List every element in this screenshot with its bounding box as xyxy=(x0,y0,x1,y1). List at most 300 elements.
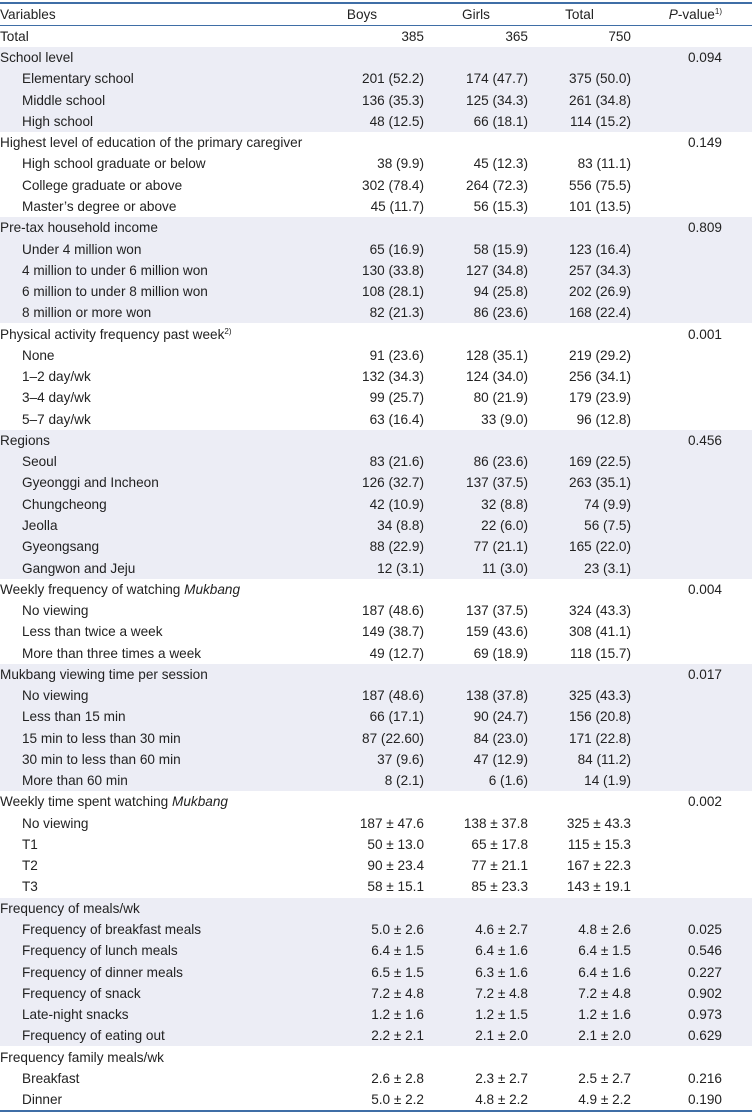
table-header-row xyxy=(0,3,752,26)
group-label-text: Highest level of education of the primary caregiver xyxy=(0,135,303,151)
boys-cell: 65 (16.9) xyxy=(369,241,424,257)
girls-cell: 80 (21.9) xyxy=(473,390,528,406)
total-cell: 168 (22.4) xyxy=(569,305,631,321)
girls-cell: 159 (43.6) xyxy=(466,624,528,640)
p-value-cell: 0.190 xyxy=(687,1092,722,1108)
girls-cell: 6.4 ± 1.6 xyxy=(475,943,528,959)
table-row xyxy=(0,749,752,770)
group-label xyxy=(0,791,300,812)
girls-cell xyxy=(424,1046,528,1067)
group-label xyxy=(0,132,303,153)
group-label-text: Mukbang viewing time per session xyxy=(0,666,208,682)
p-value-cell xyxy=(631,26,752,48)
group-label xyxy=(0,47,300,68)
girls-cell: 138 ± 37.8 xyxy=(463,815,528,831)
p-value-cell xyxy=(631,409,752,430)
boys-cell xyxy=(300,1046,424,1067)
row-label: Middle school xyxy=(22,92,106,108)
boys-cell: 42 (10.9) xyxy=(369,496,424,512)
p-value-cell: 0.094 xyxy=(687,50,722,66)
p-value-cell: 0.973 xyxy=(687,1007,722,1023)
group-label-italic: Mukbang xyxy=(184,581,241,597)
girls-cell: 84 (23.0) xyxy=(473,730,528,746)
row-label: Master’s degree or above xyxy=(22,198,177,214)
total-cell: 7.2 ± 4.8 xyxy=(578,985,631,1001)
group-label-text: Regions xyxy=(0,432,50,448)
table-row xyxy=(0,345,752,366)
total-cell: 83 (11.1) xyxy=(577,156,631,172)
total-cell: 143 ± 19.1 xyxy=(566,879,631,895)
row-label: No viewing xyxy=(22,815,89,831)
boys-cell: 66 (17.1) xyxy=(369,709,424,725)
p-value-cell: 0.629 xyxy=(687,1028,722,1044)
boys-cell: 5.0 ± 2.6 xyxy=(371,922,424,938)
girls-cell: 22 (6.0) xyxy=(481,517,528,533)
p-value-cell: 0.017 xyxy=(687,666,722,682)
boys-cell: 130 (33.8) xyxy=(362,262,424,278)
header-boys: Boys xyxy=(346,7,378,22)
boys-cell xyxy=(300,791,424,812)
p-value-cell xyxy=(631,642,752,663)
boys-cell: 149 (38.7) xyxy=(362,624,424,640)
boys-cell: 34 (8.8) xyxy=(377,517,424,533)
total-cell: 74 (9.9) xyxy=(584,496,631,512)
row-label: No viewing xyxy=(22,688,89,704)
total-cell: 261 (34.8) xyxy=(569,92,631,108)
boys-cell: 88 (22.9) xyxy=(369,539,424,555)
row-label: Jeolla xyxy=(22,517,58,533)
row-label: College graduate or above xyxy=(22,177,183,193)
girls-cell xyxy=(424,132,528,153)
p-value-cell xyxy=(631,281,752,302)
group-label-italic: Mukbang xyxy=(172,794,228,810)
boys-cell: 2.6 ± 2.8 xyxy=(371,1070,424,1086)
boys-cell xyxy=(300,323,424,344)
row-label: Under 4 million won xyxy=(22,241,142,257)
girls-cell: 90 (24.7) xyxy=(473,709,528,725)
table-row xyxy=(0,940,752,961)
boys-cell: 187 ± 47.6 xyxy=(359,815,424,831)
boys-cell: 187 (48.6) xyxy=(362,688,424,704)
p-value-cell: 0.002 xyxy=(687,794,722,810)
group-label xyxy=(0,323,300,344)
p-value-cell xyxy=(631,111,752,132)
p-value-cell xyxy=(631,1046,752,1067)
total-cell: 114 (15.2) xyxy=(570,113,631,129)
girls-cell: 6.3 ± 1.6 xyxy=(475,964,528,980)
row-label: Frequency of lunch meals xyxy=(22,943,178,959)
p-value-cell xyxy=(631,898,752,919)
boys-cell: 126 (32.7) xyxy=(362,475,424,491)
group-header-row xyxy=(0,323,752,344)
group-header-row xyxy=(0,791,752,812)
p-value-cell: 0.546 xyxy=(687,943,722,959)
table-row xyxy=(0,111,752,132)
total-cell: 123 (16.4) xyxy=(569,241,631,257)
boys-cell: 90 ± 23.4 xyxy=(367,858,424,874)
p-value-cell xyxy=(631,685,752,706)
girls-cell: 1.2 ± 1.5 xyxy=(475,1007,528,1023)
row-label: None xyxy=(22,347,55,363)
p-value-cell xyxy=(631,451,752,472)
table-row xyxy=(0,557,752,578)
total-cell xyxy=(528,323,631,344)
total-cell: 167 ± 22.3 xyxy=(566,858,631,874)
p-value-cell: 0.902 xyxy=(687,985,722,1001)
girls-cell: 47 (12.9) xyxy=(473,751,528,767)
row-label: High school xyxy=(22,113,94,129)
boys-cell: 91 (23.6) xyxy=(369,347,424,363)
girls-cell: 69 (18.9) xyxy=(473,645,528,661)
header-total: Total xyxy=(565,7,594,22)
table-row xyxy=(0,536,752,557)
total-cell xyxy=(528,898,631,919)
boys-cell: 6.4 ± 1.5 xyxy=(371,943,424,959)
header-variables: Variables xyxy=(0,7,56,22)
row-label: T2 xyxy=(22,858,38,874)
header-p-value: P-value$^{1)}$ xyxy=(668,7,722,22)
group-label xyxy=(0,664,300,685)
girls-cell: 7.2 ± 4.8 xyxy=(475,985,528,1001)
table-row xyxy=(0,494,752,515)
boys-cell: 385 xyxy=(401,29,424,44)
row-label: Gyeonggi and Incheon xyxy=(22,475,159,491)
row-label: Less than twice a week xyxy=(22,624,163,640)
boys-cell: 132 (34.3) xyxy=(362,369,424,385)
group-label xyxy=(0,898,300,919)
girls-cell: 264 (72.3) xyxy=(466,177,528,193)
boys-cell xyxy=(300,217,424,238)
girls-cell: 65 ± 17.8 xyxy=(471,836,528,852)
row-label: High school graduate or below xyxy=(22,156,206,172)
group-header-row xyxy=(0,664,752,685)
boys-cell xyxy=(300,47,424,68)
total-cell xyxy=(528,47,631,68)
total-cell: 325 ± 43.3 xyxy=(566,815,631,831)
group-label xyxy=(0,430,300,451)
total-cell: 171 (22.8) xyxy=(569,730,631,746)
group-label-text: Frequency family meals/wk xyxy=(0,1049,164,1065)
p-value-cell xyxy=(631,834,752,855)
total-cell xyxy=(528,579,631,600)
row-label: Frequency of snack xyxy=(22,985,141,1001)
group-label xyxy=(0,1046,300,1067)
p-value-cell xyxy=(631,515,752,536)
row-label: Frequency of eating out xyxy=(22,1028,165,1044)
row-label: Seoul xyxy=(22,454,57,470)
boys-cell xyxy=(300,430,424,451)
total-row xyxy=(0,26,752,48)
boys-cell: 1.2 ± 1.6 xyxy=(371,1007,424,1023)
row-label: T3 xyxy=(22,879,38,895)
table-row xyxy=(0,260,752,281)
boys-cell xyxy=(300,132,424,153)
girls-cell xyxy=(424,430,528,451)
group-label-text: Physical activity frequency past week xyxy=(0,326,225,342)
characteristics-table xyxy=(0,2,752,1112)
row-label: Total xyxy=(0,29,29,44)
girls-cell: 174 (47.7) xyxy=(466,71,528,87)
p-value-cell xyxy=(631,770,752,791)
total-cell: 324 (43.3) xyxy=(569,603,631,619)
p-value-cell: 0.809 xyxy=(687,220,722,236)
boys-cell: 87 (22.60) xyxy=(362,730,424,746)
girls-cell: 86 (23.6) xyxy=(473,305,528,321)
table-row xyxy=(0,983,752,1004)
row-label: 4 million to under 6 million won xyxy=(22,262,208,278)
boys-cell: 8 (2.1) xyxy=(384,773,424,789)
boys-cell: 82 (21.3) xyxy=(369,305,424,321)
boys-cell: 58 ± 15.1 xyxy=(367,879,424,895)
girls-cell xyxy=(424,664,528,685)
table-row xyxy=(0,876,752,897)
total-cell: 14 (1.9) xyxy=(584,773,631,789)
row-label: More than three times a week xyxy=(22,645,202,661)
girls-cell: 11 (3.0) xyxy=(482,560,528,576)
total-cell: 325 (43.3) xyxy=(569,688,631,704)
boys-cell: 302 (78.4) xyxy=(362,177,424,193)
table-row xyxy=(0,1089,752,1111)
total-cell: 84 (11.2) xyxy=(577,751,631,767)
girls-cell: 45 (12.3) xyxy=(473,156,528,172)
p-value-cell xyxy=(631,813,752,834)
total-cell: 4.8 ± 2.6 xyxy=(578,922,631,938)
row-label: T1 xyxy=(22,836,38,852)
total-cell: 750 xyxy=(608,29,631,44)
girls-cell: 4.6 ± 2.7 xyxy=(475,922,528,938)
table-row xyxy=(0,515,752,536)
boys-cell xyxy=(300,579,424,600)
girls-cell: 138 (37.8) xyxy=(466,688,528,704)
p-value-cell xyxy=(631,749,752,770)
group-label-text: Weekly time spent watching xyxy=(0,794,173,810)
row-label: Late-night snacks xyxy=(22,1007,129,1023)
total-cell: 263 (35.1) xyxy=(569,475,631,491)
girls-cell: 33 (9.0) xyxy=(481,411,528,427)
total-cell: 2.5 ± 2.7 xyxy=(578,1070,631,1086)
boys-cell: 99 (25.7) xyxy=(369,390,424,406)
girls-cell: 56 (15.3) xyxy=(473,198,528,214)
p-value-cell xyxy=(631,196,752,217)
girls-cell xyxy=(424,791,528,812)
girls-cell: 125 (34.3) xyxy=(466,92,528,108)
row-label: 6 million to under 8 million won xyxy=(22,284,208,300)
row-label: 8 million or more won xyxy=(22,305,152,321)
p-value-cell xyxy=(631,90,752,111)
table-row xyxy=(0,706,752,727)
total-cell: 56 (7.5) xyxy=(584,517,631,533)
total-cell: 156 (20.8) xyxy=(569,709,631,725)
boys-cell: 49 (12.7) xyxy=(369,645,424,661)
p-value-cell xyxy=(631,472,752,493)
table-row xyxy=(0,855,752,876)
footnote-marker: 2) xyxy=(224,326,232,336)
girls-cell xyxy=(424,217,528,238)
boys-cell: 136 (35.3) xyxy=(362,92,424,108)
row-label: 30 min to less than 60 min xyxy=(22,751,181,767)
girls-cell: 365 xyxy=(505,29,528,44)
table-row xyxy=(0,770,752,791)
boys-cell: 7.2 ± 4.8 xyxy=(371,985,424,1001)
total-cell xyxy=(528,664,631,685)
row-label: Frequency of breakfast meals xyxy=(22,922,202,938)
boys-cell: 201 (52.2) xyxy=(362,71,424,87)
total-cell: 375 (50.0) xyxy=(569,71,631,87)
girls-cell: 85 ± 23.3 xyxy=(471,879,528,895)
total-cell: 6.4 ± 1.6 xyxy=(578,964,631,980)
boys-cell: 83 (21.6) xyxy=(369,454,424,470)
row-label: 3–4 day/wk xyxy=(22,390,91,406)
table-row xyxy=(0,238,752,259)
table-row xyxy=(0,813,752,834)
row-label: Elementary school xyxy=(22,71,134,87)
table-row xyxy=(0,961,752,982)
girls-cell: 4.8 ± 2.2 xyxy=(475,1092,528,1108)
table-row xyxy=(0,366,752,387)
boys-cell: 50 ± 13.0 xyxy=(367,836,424,852)
total-cell xyxy=(528,1046,631,1067)
group-label xyxy=(0,579,300,600)
girls-cell: 32 (8.8) xyxy=(481,496,528,512)
header-girls: Girls xyxy=(462,7,490,22)
group-header-row xyxy=(0,132,752,153)
row-label: Breakfast xyxy=(22,1070,80,1086)
table-row xyxy=(0,1004,752,1025)
total-cell: 308 (41.1) xyxy=(569,624,631,640)
table-row xyxy=(0,1068,752,1089)
boys-cell: 6.5 ± 1.5 xyxy=(371,964,424,980)
p-value-cell xyxy=(631,238,752,259)
p-value-cell: 0.001 xyxy=(687,326,722,342)
row-label: Less than 15 min xyxy=(22,709,126,725)
boys-cell: 187 (48.6) xyxy=(362,603,424,619)
p-value-cell xyxy=(631,345,752,366)
total-cell xyxy=(528,132,631,153)
table-row xyxy=(0,409,752,430)
total-cell: 118 (15.7) xyxy=(570,645,631,661)
girls-cell: 137 (37.5) xyxy=(466,603,528,619)
row-label: Gangwon and Jeju xyxy=(22,560,136,576)
table-row xyxy=(0,387,752,408)
table-row xyxy=(0,685,752,706)
table-row xyxy=(0,834,752,855)
girls-cell xyxy=(424,579,528,600)
group-label-text: Frequency of meals/wk xyxy=(0,900,140,916)
girls-cell: 124 (34.0) xyxy=(466,369,528,385)
group-label-text: Pre-tax household income xyxy=(0,220,158,236)
girls-cell: 2.3 ± 2.7 xyxy=(475,1070,528,1086)
total-cell: 202 (26.9) xyxy=(569,284,631,300)
girls-cell: 127 (34.8) xyxy=(466,262,528,278)
girls-cell xyxy=(424,898,528,919)
row-label: 5–7 day/wk xyxy=(22,411,91,427)
row-label: 15 min to less than 30 min xyxy=(22,730,181,746)
boys-cell: 48 (12.5) xyxy=(369,113,424,129)
girls-cell xyxy=(424,323,528,344)
group-header-row xyxy=(0,217,752,238)
total-cell: 4.9 ± 2.2 xyxy=(578,1092,631,1108)
table-row xyxy=(0,1025,752,1046)
total-cell: 169 (22.5) xyxy=(569,454,631,470)
table-row xyxy=(0,281,752,302)
total-cell: 115 ± 15.3 xyxy=(567,836,631,852)
boys-cell: 108 (28.1) xyxy=(362,284,424,300)
total-cell: 101 (13.5) xyxy=(569,198,631,214)
p-value-cell xyxy=(631,536,752,557)
total-cell: 256 (34.1) xyxy=(569,369,631,385)
total-cell: 219 (29.2) xyxy=(569,347,631,363)
table-row xyxy=(0,600,752,621)
table-row xyxy=(0,153,752,174)
p-value-cell xyxy=(631,387,752,408)
total-cell: 556 (75.5) xyxy=(569,177,631,193)
total-cell: 165 (22.0) xyxy=(569,539,631,555)
table-row xyxy=(0,175,752,196)
boys-cell xyxy=(300,664,424,685)
table-row xyxy=(0,68,752,89)
boys-cell: 2.2 ± 2.1 xyxy=(371,1028,424,1044)
boys-cell xyxy=(300,898,424,919)
boys-cell: 12 (3.1) xyxy=(377,560,424,576)
girls-cell: 2.1 ± 2.0 xyxy=(475,1028,528,1044)
table-row xyxy=(0,196,752,217)
group-label xyxy=(0,217,300,238)
girls-cell: 77 ± 21.1 xyxy=(471,858,528,874)
boys-cell: 5.0 ± 2.2 xyxy=(371,1092,424,1108)
p-value-cell xyxy=(631,855,752,876)
table-row xyxy=(0,642,752,663)
boys-cell: 45 (11.7) xyxy=(370,198,424,214)
boys-cell: 63 (16.4) xyxy=(369,411,424,427)
table-row xyxy=(0,919,752,940)
p-value-cell xyxy=(631,728,752,749)
p-value-cell: 0.149 xyxy=(687,135,722,151)
total-cell xyxy=(528,791,631,812)
girls-cell: 6 (1.6) xyxy=(488,773,528,789)
row-label: No viewing xyxy=(22,603,89,619)
p-value-cell xyxy=(631,557,752,578)
p-value-cell xyxy=(631,175,752,196)
group-header-row xyxy=(0,430,752,451)
girls-cell: 137 (37.5) xyxy=(466,475,528,491)
row-label: 1–2 day/wk xyxy=(22,369,91,385)
girls-cell: 66 (18.1) xyxy=(473,113,528,129)
p-value-cell xyxy=(631,494,752,515)
p-value-cell: 0.004 xyxy=(687,581,722,597)
group-header-row xyxy=(0,1046,752,1067)
total-cell: 1.2 ± 1.6 xyxy=(578,1007,631,1023)
row-label: Dinner xyxy=(22,1092,63,1108)
table-row xyxy=(0,472,752,493)
p-value-cell xyxy=(631,302,752,323)
total-cell: 23 (3.1) xyxy=(584,560,631,576)
p-value-cell xyxy=(631,706,752,727)
row-label: More than 60 min xyxy=(22,773,128,789)
table-row xyxy=(0,302,752,323)
total-cell: 6.4 ± 1.5 xyxy=(578,943,631,959)
table-row xyxy=(0,728,752,749)
total-cell xyxy=(528,430,631,451)
group-header-row xyxy=(0,579,752,600)
girls-cell: 94 (25.8) xyxy=(473,284,528,300)
p-value-cell: 0.025 xyxy=(687,922,722,938)
p-value-cell xyxy=(631,260,752,281)
p-value-cell xyxy=(631,876,752,897)
boys-cell: 37 (9.6) xyxy=(377,751,424,767)
table-row xyxy=(0,621,752,642)
p-value-cell: 0.456 xyxy=(687,432,722,448)
total-cell: 257 (34.3) xyxy=(569,262,631,278)
